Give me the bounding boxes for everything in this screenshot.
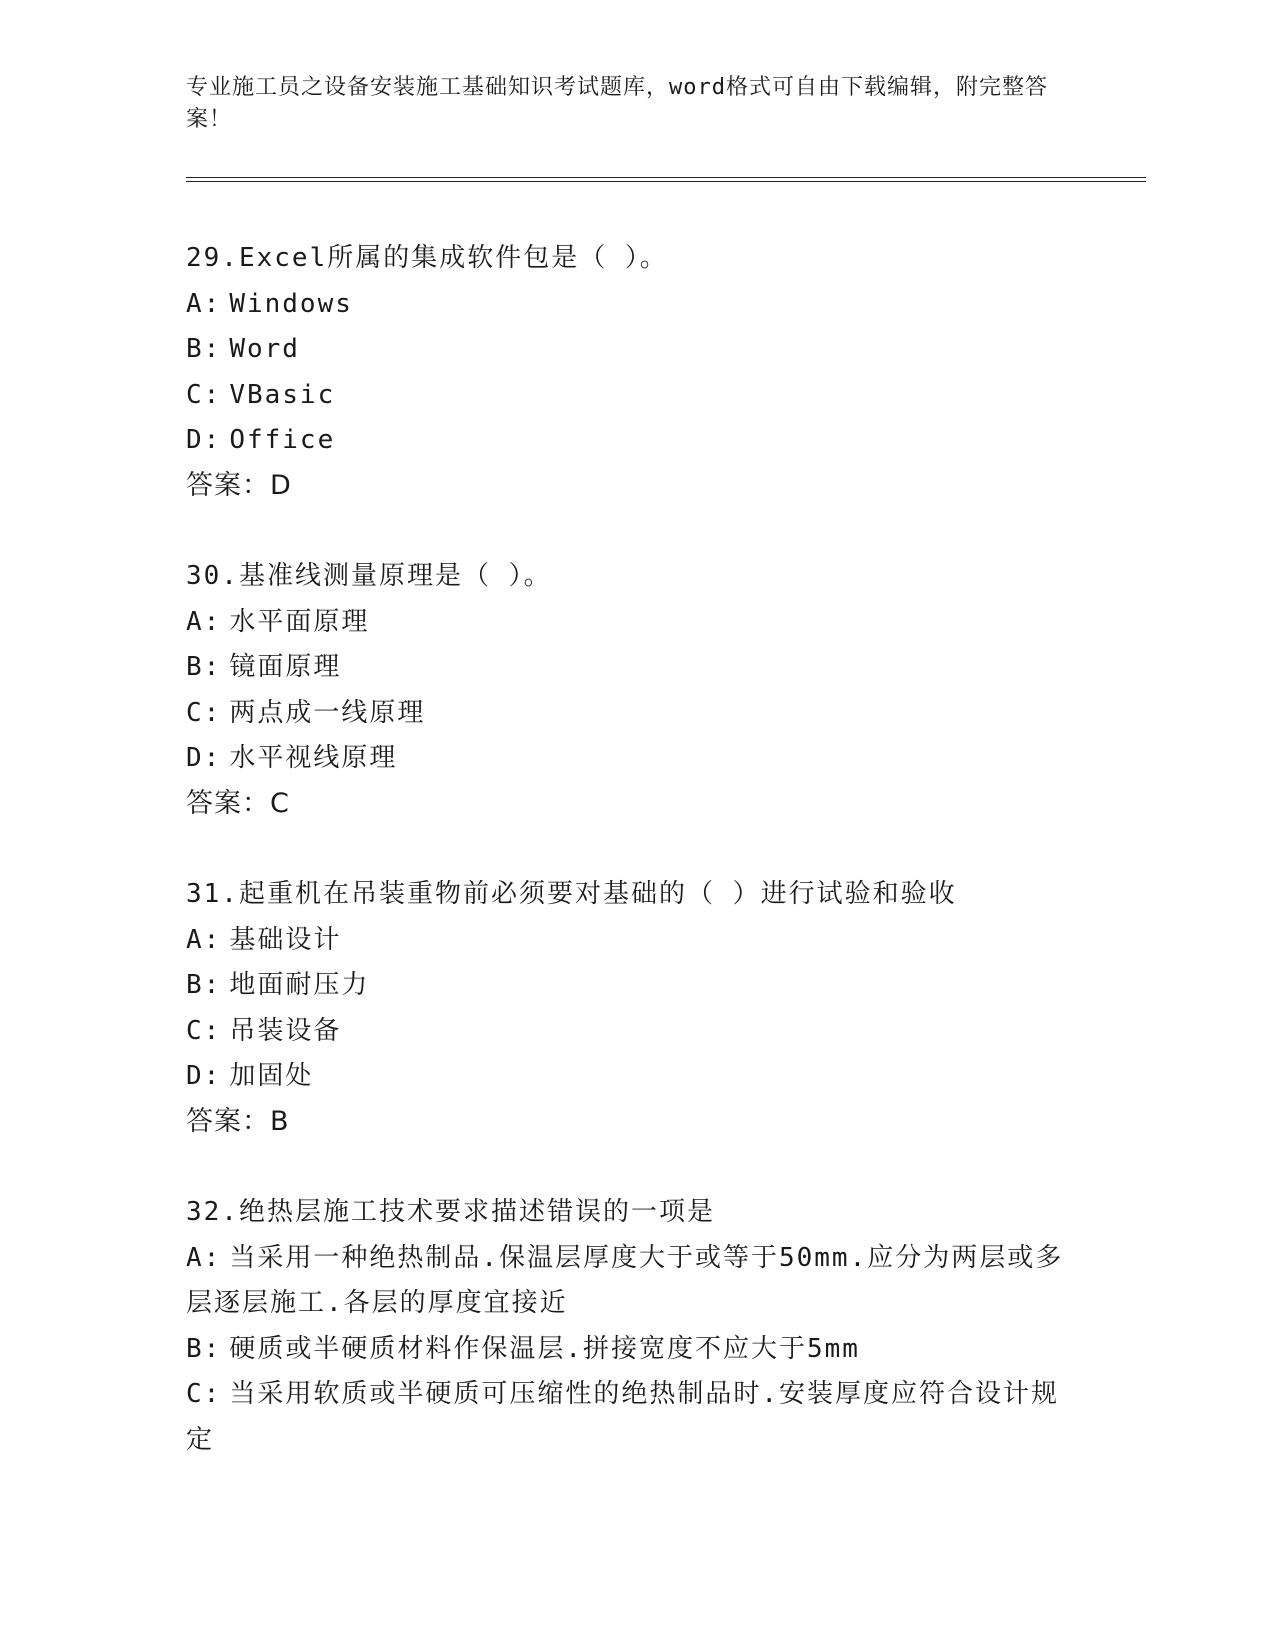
question-32 xyxy=(186,1190,1086,1463)
option-text: Office xyxy=(229,425,336,455)
option-text: 基础设计 xyxy=(229,924,342,955)
option-text: 当采用一种绝热制品.保温层厚度大于或等于50mm.应分为两层或多层逐层施工.各层的厚度宜接近 xyxy=(186,1242,1064,1318)
question-30 xyxy=(186,554,1086,826)
option-text: Windows xyxy=(229,288,353,319)
option-letter: A: xyxy=(186,288,222,319)
option-letter: C: xyxy=(186,1015,222,1046)
option-c xyxy=(186,373,1086,419)
option-text: 水平面原理 xyxy=(229,606,370,637)
answer-line: 答案：C xyxy=(186,787,290,819)
option-text: 当采用软质或半硬质可压缩性的绝热制品时.安装厚度应符合设计规定 xyxy=(186,1379,1059,1455)
option-a xyxy=(186,918,1086,964)
option-letter: A: xyxy=(186,1242,222,1273)
option-text: VBasic xyxy=(229,379,336,410)
question-29 xyxy=(186,236,1086,508)
option-b xyxy=(186,963,1086,1009)
option-letter: B: xyxy=(186,334,222,364)
option-letter: B: xyxy=(186,970,222,1000)
option-d xyxy=(186,1054,1086,1100)
option-text: Word xyxy=(229,334,300,364)
option-b xyxy=(186,1327,1066,1373)
question-stem: 31.起重机在吊装重物前必须要对基础的（ ）进行试验和验收 xyxy=(186,879,957,909)
question-stem: 30.基准线测量原理是（ ）。 xyxy=(186,561,552,591)
option-a xyxy=(186,282,1086,328)
option-d xyxy=(186,736,1086,782)
document-header: 专业施工员之设备安装施工基础知识考试题库，word格式可自由下载编辑，附完整答案！ xyxy=(186,75,1048,132)
option-letter: D: xyxy=(186,743,222,773)
option-letter: C: xyxy=(186,379,222,410)
option-c xyxy=(186,1009,1086,1055)
question-stem: 32.绝热层施工技术要求描述错误的一项是 xyxy=(186,1197,715,1227)
answer-line: 答案：B xyxy=(186,1105,290,1137)
option-d xyxy=(186,418,1086,464)
option-b xyxy=(186,327,1086,373)
answer-line: 答案：D xyxy=(186,469,292,501)
header-divider-top xyxy=(186,177,1146,178)
option-text: 加固处 xyxy=(229,1061,314,1091)
option-text: 水平视线原理 xyxy=(229,743,398,773)
option-text: 吊装设备 xyxy=(229,1015,342,1046)
option-text: 地面耐压力 xyxy=(229,970,370,1000)
option-letter: D: xyxy=(186,1061,222,1091)
option-letter: D: xyxy=(186,425,222,455)
option-text: 镜面原理 xyxy=(229,652,342,682)
header-divider-bottom xyxy=(186,181,1146,182)
option-letter: A: xyxy=(186,606,222,637)
option-letter: B: xyxy=(186,1333,222,1364)
option-letter: B: xyxy=(186,652,222,682)
option-c xyxy=(186,1372,1066,1463)
option-b xyxy=(186,645,1086,691)
option-letter: A: xyxy=(186,924,222,955)
option-letter: C: xyxy=(186,697,222,728)
question-stem: 29.Excel所属的集成软件包是（ ）。 xyxy=(186,243,668,273)
option-a xyxy=(186,1236,1066,1327)
question-31 xyxy=(186,872,1086,1144)
option-text: 硬质或半硬质材料作保温层.拼接宽度不应大于5mm xyxy=(229,1333,860,1364)
option-c xyxy=(186,691,1086,737)
option-letter: C: xyxy=(186,1379,222,1409)
option-text: 两点成一线原理 xyxy=(229,697,426,728)
option-a xyxy=(186,600,1086,646)
